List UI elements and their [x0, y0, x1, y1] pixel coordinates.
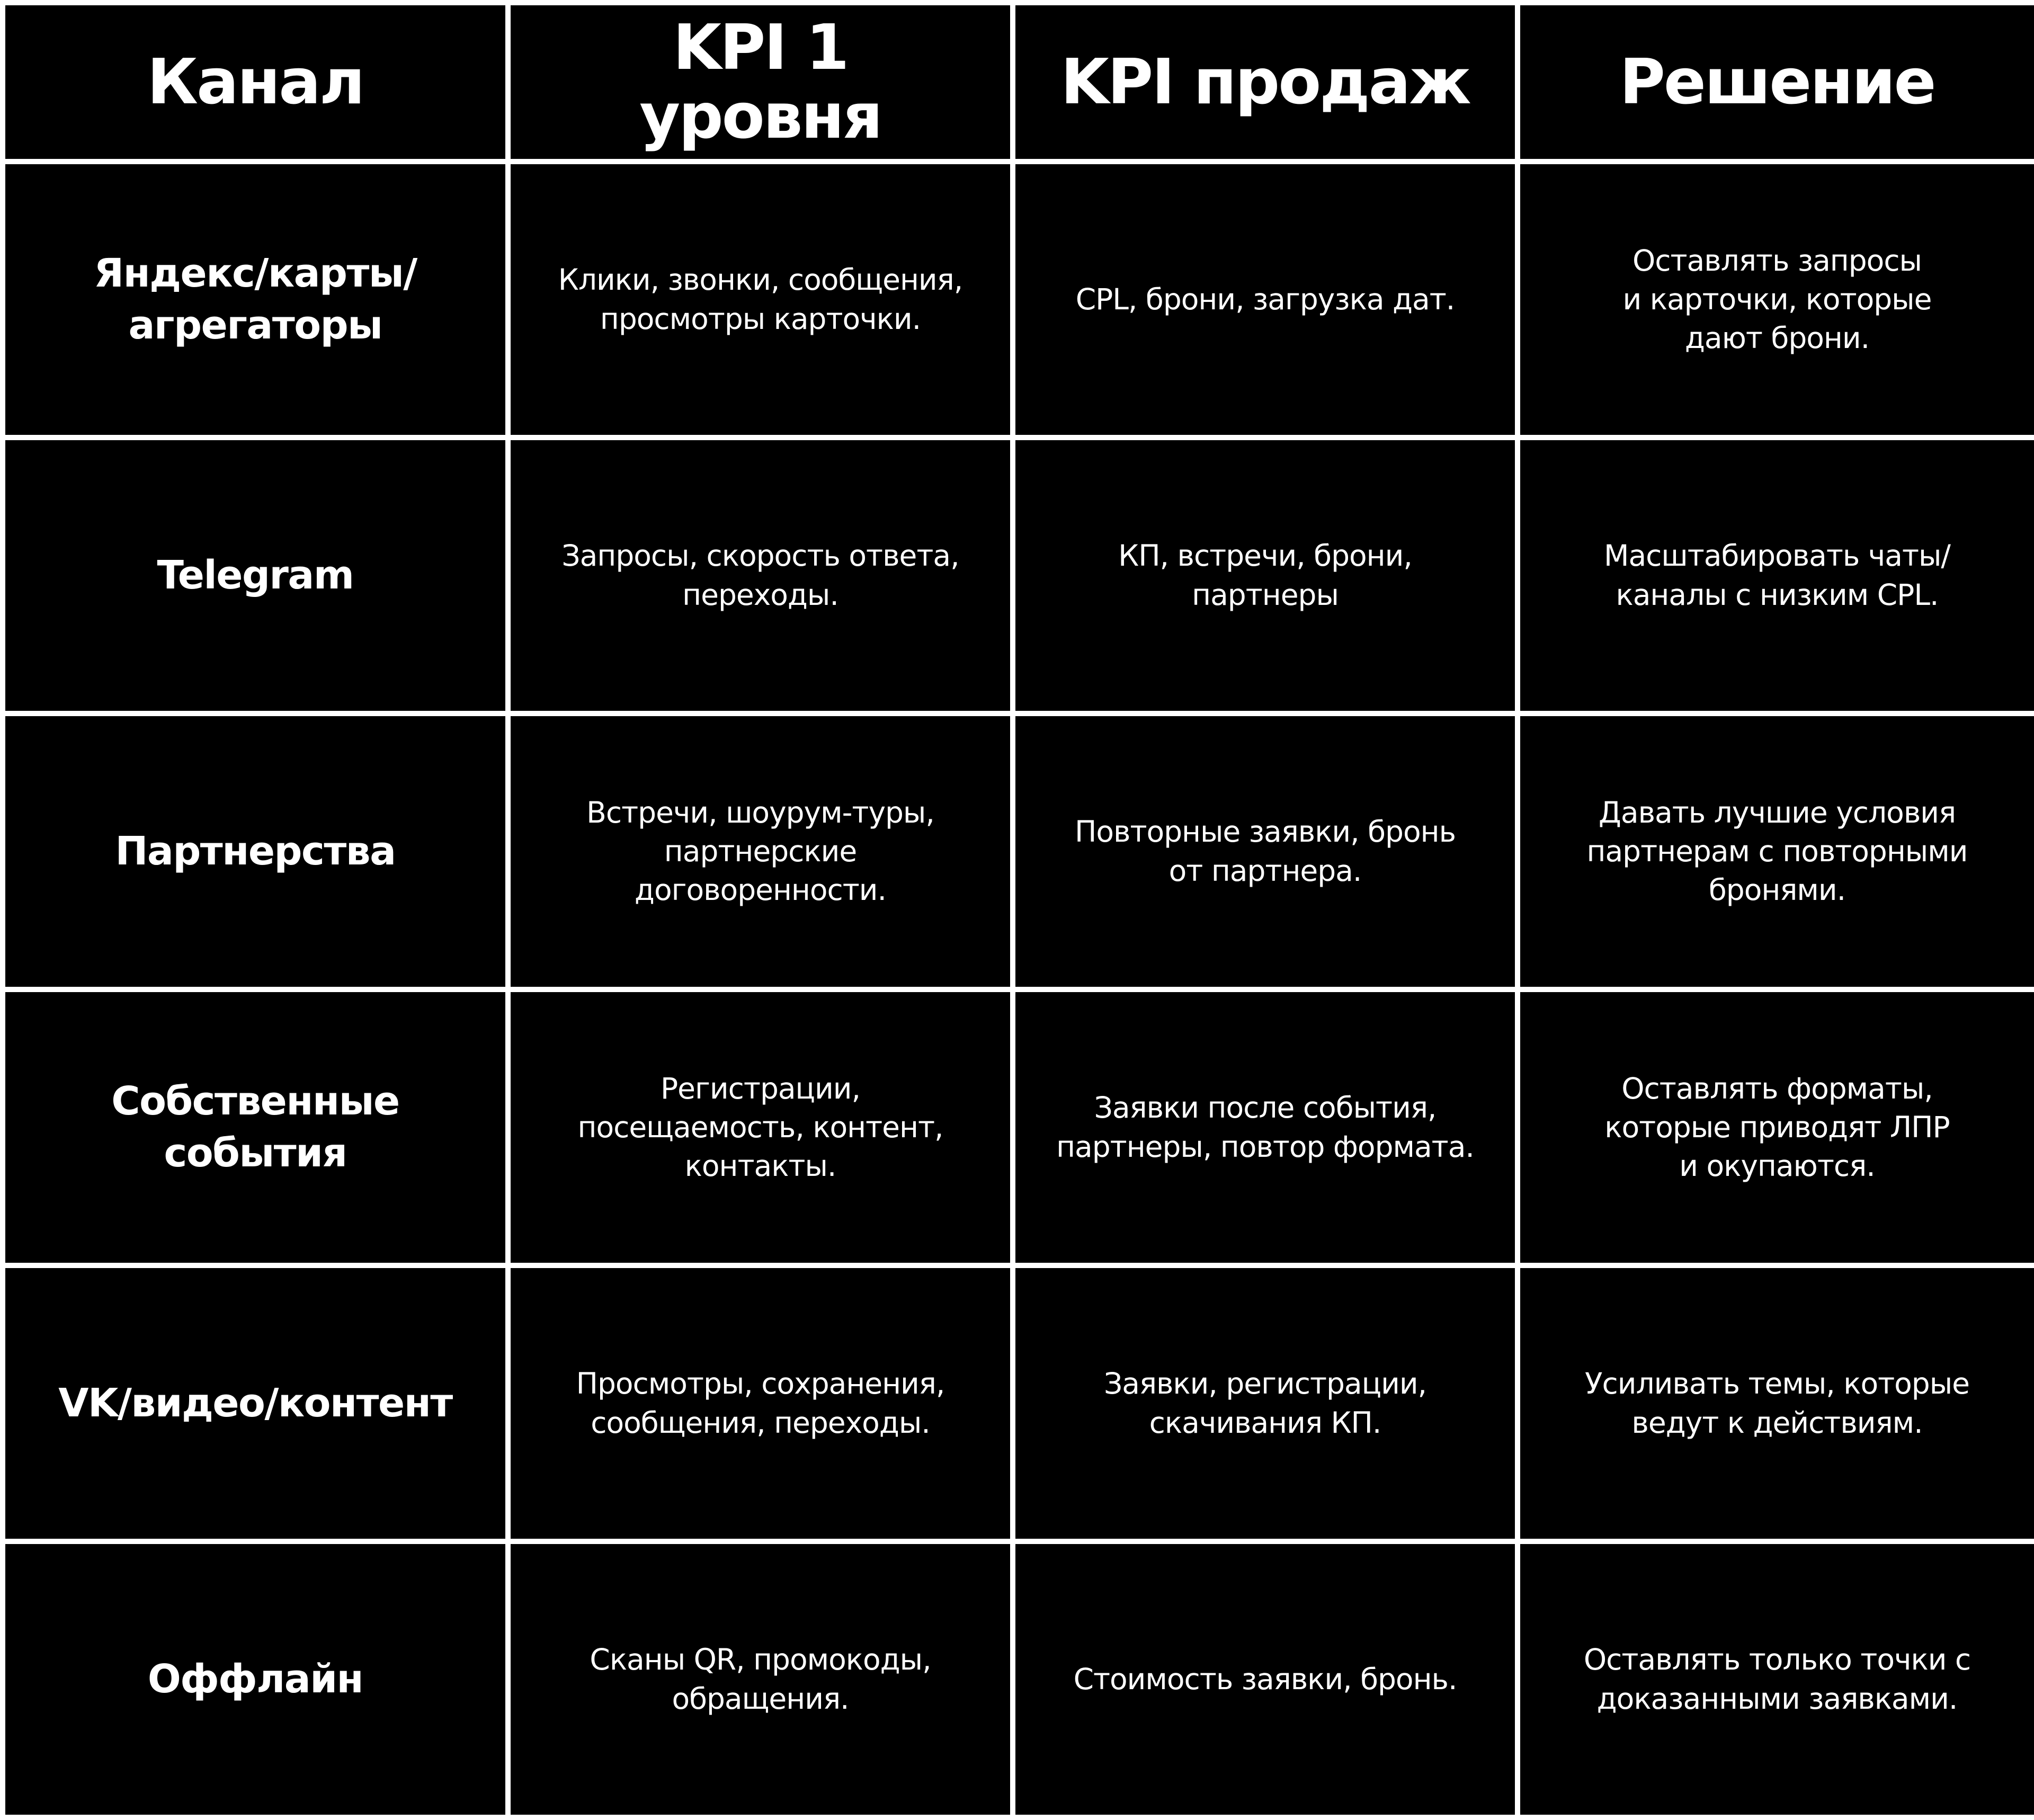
decision-cell: Оставлять запросы и карточки, которые дают брони. — [1520, 164, 2034, 435]
kpi-sales-cell: Стоимость заявки, бронь. — [1015, 1544, 1515, 1815]
channel-cell: Собственные события — [5, 992, 505, 1263]
decision-cell: Оставлять только точки с доказанными заявками. — [1520, 1544, 2034, 1815]
header-decision: Решение — [1520, 5, 2034, 159]
kpi-level1-cell: Клики, звонки, сообщения, просмотры карточки. — [511, 164, 1010, 435]
channel-cell: VK/видео/контент — [5, 1268, 505, 1539]
decision-cell: Усиливать темы, которые ведут к действиям. — [1520, 1268, 2034, 1539]
kpi-level1-cell: Регистрации, посещаемость, контент, контакты. — [511, 992, 1010, 1263]
kpi-level1-cell: Запросы, скорость ответа, переходы. — [511, 440, 1010, 711]
kpi-sales-cell: Заявки, регистрации, скачивания КП. — [1015, 1268, 1515, 1539]
kpi-sales-cell: Повторные заявки, бронь от партнера. — [1015, 716, 1515, 987]
kpi-level1-cell: Встречи, шоурум-туры, партнерские договоренности. — [511, 716, 1010, 987]
decision-cell: Оставлять форматы, которые приводят ЛПР и окупаются. — [1520, 992, 2034, 1263]
kpi-level1-cell: Сканы QR, промокоды, обращения. — [511, 1544, 1010, 1815]
kpi-level1-cell: Просмотры, сохранения, сообщения, переходы. — [511, 1268, 1010, 1539]
decision-cell: Масштабировать чаты/ каналы с низким CPL. — [1520, 440, 2034, 711]
channel-cell: Оффлайн — [5, 1544, 505, 1815]
channel-cell: Партнерства — [5, 716, 505, 987]
channel-cell: Telegram — [5, 440, 505, 711]
header-channel: Канал — [5, 5, 505, 159]
header-kpi-level1: KPI 1 уровня — [511, 5, 1010, 159]
decision-cell: Давать лучшие условия партнерам с повторными бронями. — [1520, 716, 2034, 987]
header-kpi-sales: KPI продаж — [1015, 5, 1515, 159]
kpi-sales-cell: CPL, брони, загрузка дат. — [1015, 164, 1515, 435]
kpi-sales-cell: КП, встречи, брони, партнеры — [1015, 440, 1515, 711]
kpi-sales-cell: Заявки после события, партнеры, повтор формата. — [1015, 992, 1515, 1263]
channel-cell: Яндекс/карты/ агрегаторы — [5, 164, 505, 435]
